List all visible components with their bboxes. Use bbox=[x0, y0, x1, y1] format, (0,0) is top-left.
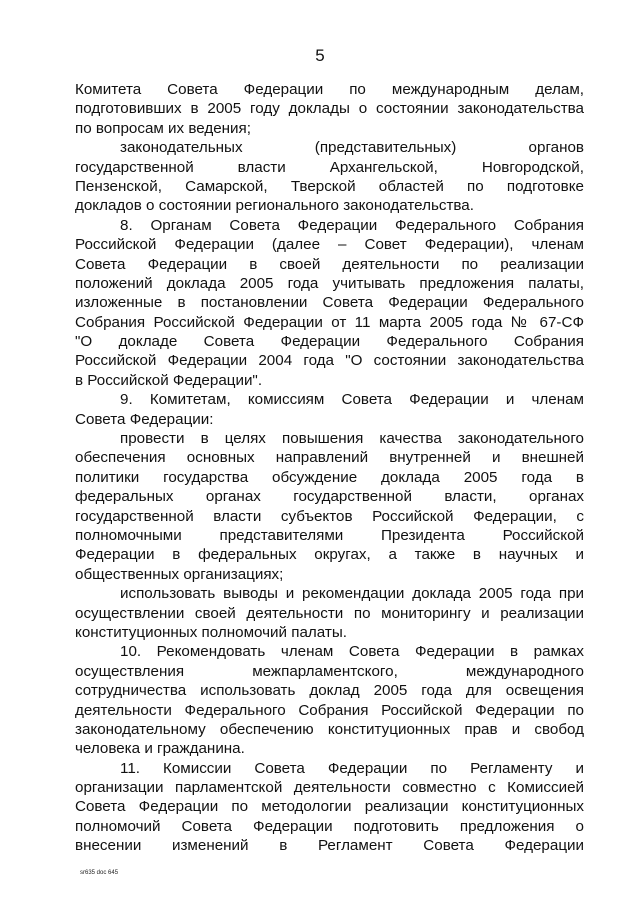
text-line: 11. Комиссии Совета Федерации по Регламенту и bbox=[120, 759, 584, 777]
text-line: сотрудничества использовать доклад 2005 года для освещения bbox=[75, 682, 584, 700]
text-line: по вопросам их ведения; bbox=[75, 119, 251, 137]
text-line: Комитета Совета Федерации по международным делам, bbox=[75, 81, 584, 98]
text-line: 9. Комитетам, комиссиям Совета Федерации и членам bbox=[120, 391, 584, 409]
text-line: Пензенской, Самарской, Тверской областей по подготовке bbox=[75, 177, 584, 195]
text-line: конституционных полномочий палаты. bbox=[75, 623, 347, 641]
text-line: "О докладе Совета Федерации Федерального Собрания bbox=[75, 333, 584, 351]
text-line: Российской Федерации 2004 года "О состоянии законодательства bbox=[75, 352, 584, 370]
text-line: изложенные в постановлении Совета Федерации Федерального bbox=[75, 294, 584, 312]
text-line: Совета Федерации в своей деятельности по реализации bbox=[75, 255, 584, 273]
text-line: 8. Органам Совета Федерации Федерального Собрания bbox=[120, 216, 584, 234]
footer-file-reference: sr635 doc 645 bbox=[80, 870, 119, 876]
text-line: докладов о состоянии регионального законодательства. bbox=[75, 197, 474, 215]
page-number: 5 bbox=[315, 46, 325, 65]
text-line: полномочий Совета Федерации подготовить предложения о bbox=[75, 817, 584, 835]
text-line: 10. Рекомендовать членам Совета Федерации в рамках bbox=[120, 643, 584, 661]
text-line: внесении изменений в Регламент Совета Федерации bbox=[75, 837, 584, 855]
text-line: Федерации в федеральных округах, а также в научных и bbox=[75, 546, 584, 564]
text-line: федеральных органах государственной власти, органах bbox=[75, 488, 584, 506]
text-line: полномочными представителями Президента Российской bbox=[75, 526, 584, 544]
text-line: Собрания Российской Федерации от 11 марта 2005 года № 67-СФ bbox=[75, 313, 584, 331]
text-line: положений доклада 2005 года учитывать предложения палаты, bbox=[75, 274, 584, 292]
text-line: законодательных (представительных) органов bbox=[120, 139, 584, 157]
text-line: провести в целях повышения качества законодательного bbox=[120, 430, 584, 448]
text-line: осуществления межпарламентского, международного bbox=[75, 662, 584, 680]
document-body bbox=[75, 80, 584, 856]
text-line: политики государства обсуждение доклада 2005 года в bbox=[75, 468, 584, 486]
text-line: Российской Федерации (далее – Совет Федерации), членам bbox=[75, 236, 584, 254]
text-line: использовать выводы и рекомендации доклада 2005 года при bbox=[120, 585, 584, 603]
text-line: человека и гражданина. bbox=[75, 740, 245, 758]
body-text bbox=[75, 80, 584, 856]
text-line: государственной власти Архангельской, Новгородской, bbox=[75, 158, 584, 176]
text-line: Совета Федерации по методологии реализации конституционных bbox=[75, 798, 584, 816]
text-line: законодательному обеспечению конституционных прав и свобод bbox=[75, 720, 584, 738]
text-line: осуществлении своей деятельности по мониторингу и реализации bbox=[75, 604, 584, 622]
text-line: в Российской Федерации". bbox=[75, 371, 263, 389]
text-line: обеспечения основных направлений внутренней и внешней bbox=[75, 449, 584, 467]
text-line: подготовивших в 2005 году доклады о состоянии законодательства bbox=[75, 100, 584, 118]
text-line: государственной власти субъектов Российской Федерации, с bbox=[75, 507, 584, 525]
text-line: общественных организациях; bbox=[75, 565, 284, 583]
text-line: организации парламентской деятельности совместно с Комиссией bbox=[75, 779, 584, 797]
text-line: деятельности Федерального Собрания Российской Федерации по bbox=[75, 701, 584, 719]
text-line: Совета Федерации: bbox=[75, 410, 214, 428]
